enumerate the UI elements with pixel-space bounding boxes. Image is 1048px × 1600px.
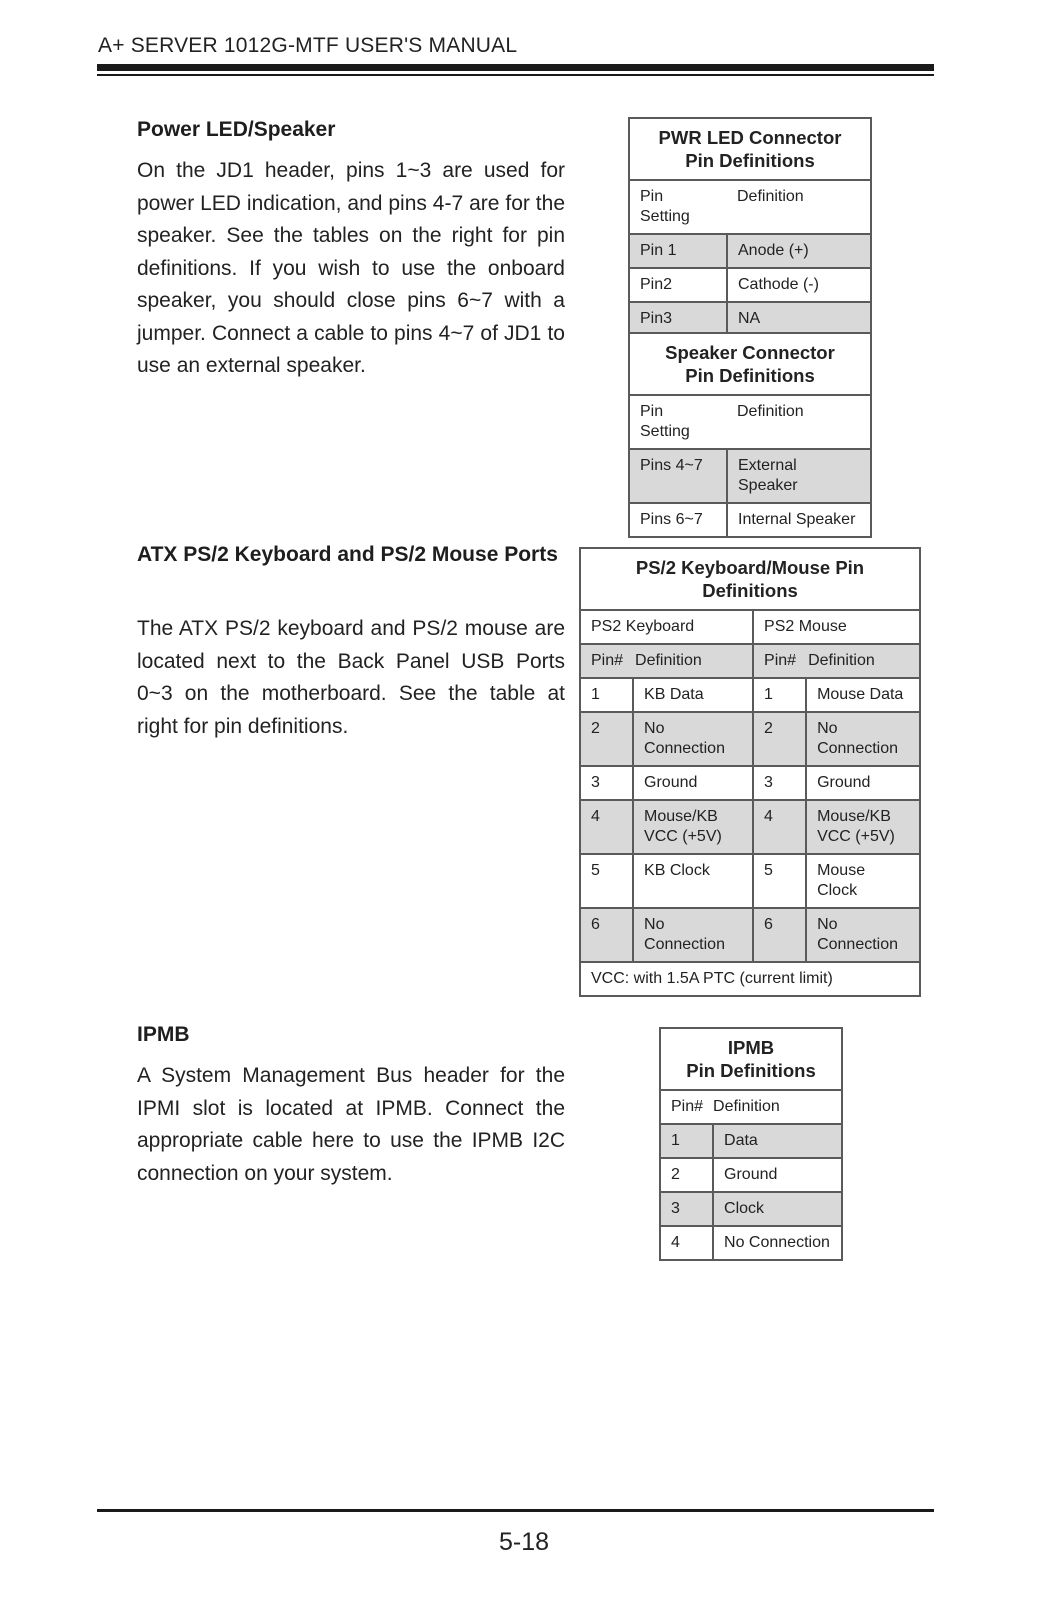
pin-cell: 6	[753, 908, 806, 962]
pin-cell: 4	[580, 800, 633, 854]
definition-cell: No Connection	[713, 1226, 842, 1260]
table-row	[629, 234, 871, 268]
ps2-heading: ATX PS/2 Keyboard and PS/2 Mouse Ports	[137, 543, 558, 566]
pin-cell: 5	[753, 854, 806, 908]
header-rule-thin	[97, 74, 934, 76]
table-row	[660, 1124, 842, 1158]
col-header: Definition	[806, 644, 920, 678]
table-header-row	[580, 644, 920, 678]
pwr-led-table-title	[629, 118, 871, 180]
table-row	[629, 302, 871, 336]
power-led-body: On the JD1 header, pins 1~3 are used for power LED indication, and pins 4-7 are for the speaker. See the tables on the right for pin definitions. If you wish to use the onboard speaker, you should close pins 6~7 with a jumper. Connect a cable to pins 4~7 of JD1 to use an external speaker.	[137, 159, 565, 377]
definition-cell: Mouse/KB VCC (+5V)	[806, 800, 920, 854]
table-row	[629, 503, 871, 537]
table-header-row	[629, 395, 871, 449]
table-row	[580, 766, 920, 800]
ipmb-heading: IPMB	[137, 1023, 190, 1046]
col-header: Pin#	[660, 1090, 713, 1124]
pwr-led-table	[628, 117, 872, 337]
definition-cell: Mouse Clock	[806, 854, 920, 908]
table-row	[629, 268, 871, 302]
table-row	[660, 1158, 842, 1192]
definition-cell: Ground	[633, 766, 753, 800]
pin-cell: Pins 6~7	[629, 503, 727, 537]
pin-cell: 5	[580, 854, 633, 908]
speaker-table	[628, 332, 872, 538]
col-header: Definition	[713, 1090, 842, 1124]
group-header-row	[580, 610, 920, 644]
definition-cell: Ground	[806, 766, 920, 800]
table-row	[660, 1226, 842, 1260]
manual-title: A+ SERVER 1012G-MTF USER'S MANUAL	[98, 34, 518, 57]
table-note-row	[580, 962, 920, 996]
definition-cell: Anode (+)	[727, 234, 871, 268]
pin-cell: 3	[753, 766, 806, 800]
definition-cell: Clock	[713, 1192, 842, 1226]
table-row	[629, 449, 871, 503]
footer-rule	[97, 1509, 934, 1512]
table-header-row	[660, 1090, 842, 1124]
definition-cell: Ground	[713, 1158, 842, 1192]
ipmb-body: A System Management Bus header for the IPMI slot is located at IPMB. Connect the appropriate cable here to use the IPMB I2C connection on your system.	[137, 1064, 565, 1185]
definition-cell: External Speaker	[727, 449, 871, 503]
col-header: Pin#	[753, 644, 806, 678]
definition-cell: KB Clock	[633, 854, 753, 908]
table-row	[660, 1192, 842, 1226]
ipmb-title-line1: IPMB	[727, 1037, 775, 1058]
group-header-mouse: PS2 Mouse	[753, 610, 920, 644]
table-row	[580, 712, 920, 766]
ps2-title-line2: Definitions	[702, 580, 798, 601]
definition-cell: No Connection	[633, 908, 753, 962]
col-header: Definition	[727, 180, 871, 234]
pin-cell: Pin 1	[629, 234, 727, 268]
ps2-body: The ATX PS/2 keyboard and PS/2 mouse are located next to the Back Panel USB Ports 0~3 on the motherboard. See the table at right for pin definitions.	[137, 617, 565, 738]
definition-cell: Data	[713, 1124, 842, 1158]
definition-cell: KB Data	[633, 678, 753, 712]
pin-cell: 6	[580, 908, 633, 962]
definition-cell: Internal Speaker	[727, 503, 871, 537]
col-header: Pin Setting	[629, 180, 727, 234]
col-header: Definition	[727, 395, 871, 449]
pin-cell: 4	[660, 1226, 713, 1260]
pin-cell: 3	[660, 1192, 713, 1226]
ipmb-table	[659, 1027, 843, 1261]
pwr-led-title-line1: PWR LED Connector	[658, 127, 842, 148]
table-header-row	[629, 180, 871, 234]
table-row	[580, 678, 920, 712]
ipmb-title-line2: Pin Definitions	[686, 1060, 816, 1081]
pin-cell: 4	[753, 800, 806, 854]
definition-cell: No Connection	[633, 712, 753, 766]
table-row	[580, 908, 920, 962]
pin-cell: 1	[753, 678, 806, 712]
definition-cell: Mouse Data	[806, 678, 920, 712]
speaker-title-line2: Pin Definitions	[685, 365, 815, 386]
pin-cell: Pins 4~7	[629, 449, 727, 503]
ipmb-table-title	[660, 1028, 842, 1090]
definition-cell: Cathode (-)	[727, 268, 871, 302]
definition-cell: Mouse/KB VCC (+5V)	[633, 800, 753, 854]
table-row	[580, 854, 920, 908]
pin-cell: Pin2	[629, 268, 727, 302]
table-note: VCC: with 1.5A PTC (current limit)	[580, 962, 920, 996]
speaker-title-line1: Speaker Connector	[665, 342, 835, 363]
pin-cell: 1	[580, 678, 633, 712]
pin-cell: 2	[580, 712, 633, 766]
col-header: Pin#	[580, 644, 633, 678]
col-header: Pin Setting	[629, 395, 727, 449]
pin-cell: 1	[660, 1124, 713, 1158]
col-header: Definition	[633, 644, 753, 678]
page-number: 5-18	[498, 1528, 550, 1556]
group-header-keyboard: PS2 Keyboard	[580, 610, 753, 644]
definition-cell: No Connection	[806, 908, 920, 962]
pin-cell: Pin3	[629, 302, 727, 336]
ps2-table	[579, 547, 921, 997]
table-row	[580, 800, 920, 854]
definition-cell: No Connection	[806, 712, 920, 766]
power-led-heading: Power LED/Speaker	[137, 118, 336, 141]
pin-cell: 3	[580, 766, 633, 800]
pin-cell: 2	[753, 712, 806, 766]
definition-cell: NA	[727, 302, 871, 336]
pin-cell: 2	[660, 1158, 713, 1192]
ps2-title-line1: PS/2 Keyboard/Mouse Pin	[635, 557, 865, 578]
speaker-table-title	[629, 333, 871, 395]
pwr-led-title-line2: Pin Definitions	[685, 150, 815, 171]
header-rule	[97, 64, 934, 71]
ps2-table-title	[580, 548, 920, 610]
